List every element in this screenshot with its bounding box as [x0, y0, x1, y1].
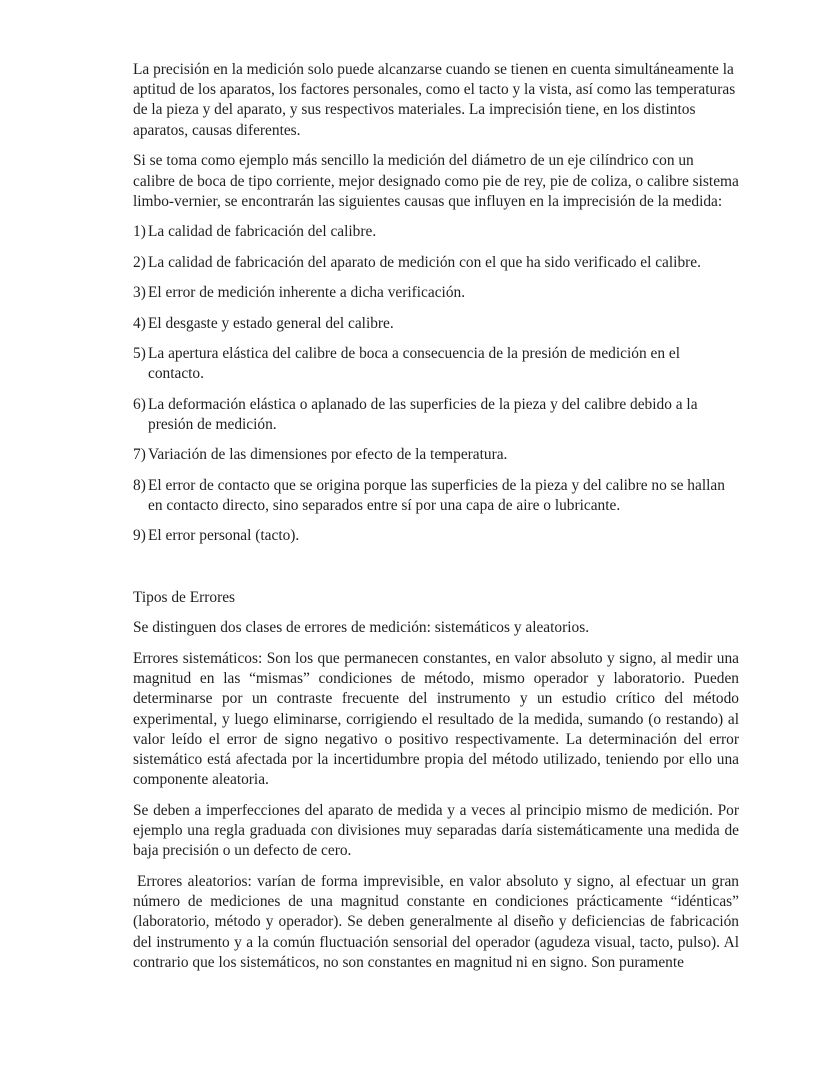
list-item: [133, 445, 739, 465]
list-item: [133, 222, 739, 242]
causes-list: [133, 222, 739, 546]
list-item-number: 9): [133, 527, 146, 545]
list-item-text: La calidad de fabricación del calibre.: [148, 223, 377, 241]
list-item: [133, 395, 739, 435]
list-item-number: 6): [133, 395, 146, 413]
list-item-text: La deformación elástica o aplanado de las superficies de la pieza y del calibre debido a la presión de medición.: [148, 395, 698, 433]
intro-paragraph-example: Si se toma como ejemplo más sencillo la medición del diámetro de un eje cilíndrico con un calibre de boca de tipo corriente, mejor designado como pie de rey, pie de coliza, o calibre sistema limbo-vernier, se encontrarán las siguientes causas que influyen en la imprecisión de la medida:: [133, 152, 739, 210]
section-heading: Tipos de Errores: [133, 588, 236, 606]
list-item-text: La apertura elástica del calibre de boca a consecuencia de la presión de medición en el contacto.: [148, 344, 680, 383]
list-item-text: El error personal (tacto).: [148, 527, 300, 545]
list-item: [133, 344, 739, 384]
list-item: [133, 476, 739, 516]
list-item-number: 7): [133, 446, 146, 464]
paragraph-systematic-errors: Errores sistemáticos: Son los que permanecen constantes, en valor absoluto y signo, al medir una magnitud en las “mismas” condiciones de método, mismo operador y laboratorio. Pueden determinarse por un contraste frecuente del instrumento y un estudio crítico del método experimental, y luego eliminarse, corrigiendo el resultado de la medida, sumando (o restando) al valor leído el error de signo negativo o positivo respectivamente. La determinación del error sistemático está afectada por la incertidumbre propia del método utilizado, teniendo por ello una componente aleatoria.: [133, 649, 739, 789]
list-item-number: 2): [133, 253, 146, 271]
document-page: [133, 60, 739, 984]
section-spacer: [133, 557, 739, 588]
intro-paragraph-precision: La precisión en la medición solo puede alcanzarse cuando se tienen en cuenta simultáneamente la aptitud de los aparatos, los factores personales, como el tacto y la vista, así como las temperaturas de la pieza y del aparato, y sus respectivos materiales. La imprecisión tiene, en los distintos aparatos, causas diferentes.: [133, 61, 736, 139]
list-item: [133, 253, 739, 273]
list-item: [133, 526, 739, 546]
list-item-number: 1): [133, 223, 146, 241]
list-item-number: 4): [133, 314, 146, 332]
list-item-number: 3): [133, 284, 146, 302]
paragraph-error-classes: Se distinguen dos clases de errores de medición: sistemáticos y aleatorios.: [133, 619, 590, 637]
list-item-text: El error de medición inherente a dicha verificación.: [148, 284, 466, 302]
list-item-text: La calidad de fabricación del aparato de medición con el que ha sido verificado el calibre.: [148, 253, 701, 271]
list-item-text: El error de contacto que se origina porque las superficies de la pieza y del calibre no se hallan en contacto directo, sino separados entre sí por una capa de aire o lubricante.: [148, 476, 725, 514]
list-item-number: 5): [133, 344, 146, 362]
list-item: [133, 283, 739, 303]
list-item: [133, 314, 739, 334]
list-item-text: Variación de las dimensiones por efecto de la temperatura.: [148, 446, 508, 464]
paragraph-random-errors: Errores aleatorios: varían de forma imprevisible, en valor absoluto y signo, al efectuar un gran número de mediciones de una magnitud constante en condiciones prácticamente “idénticas” (laboratorio, método y operador). Se deben generalmente al diseño y deficiencias de fabricación del instrumento y a la común fluctuación sensorial del operador (agudeza visual, tacto, pulso). Al contrario que los sistemáticos, no son constantes en magnitud ni en signo. Son puramente: [133, 872, 739, 971]
list-item-number: 8): [133, 476, 146, 494]
list-item-text: El desgaste y estado general del calibre.: [148, 314, 394, 332]
paragraph-systematic-causes: Se deben a imperfecciones del aparato de medida y a veces al principio mismo de medición. Por ejemplo una regla graduada con divisiones muy separadas daría sistemáticamente una medida de baja precisión o un defecto de cero.: [133, 801, 739, 860]
